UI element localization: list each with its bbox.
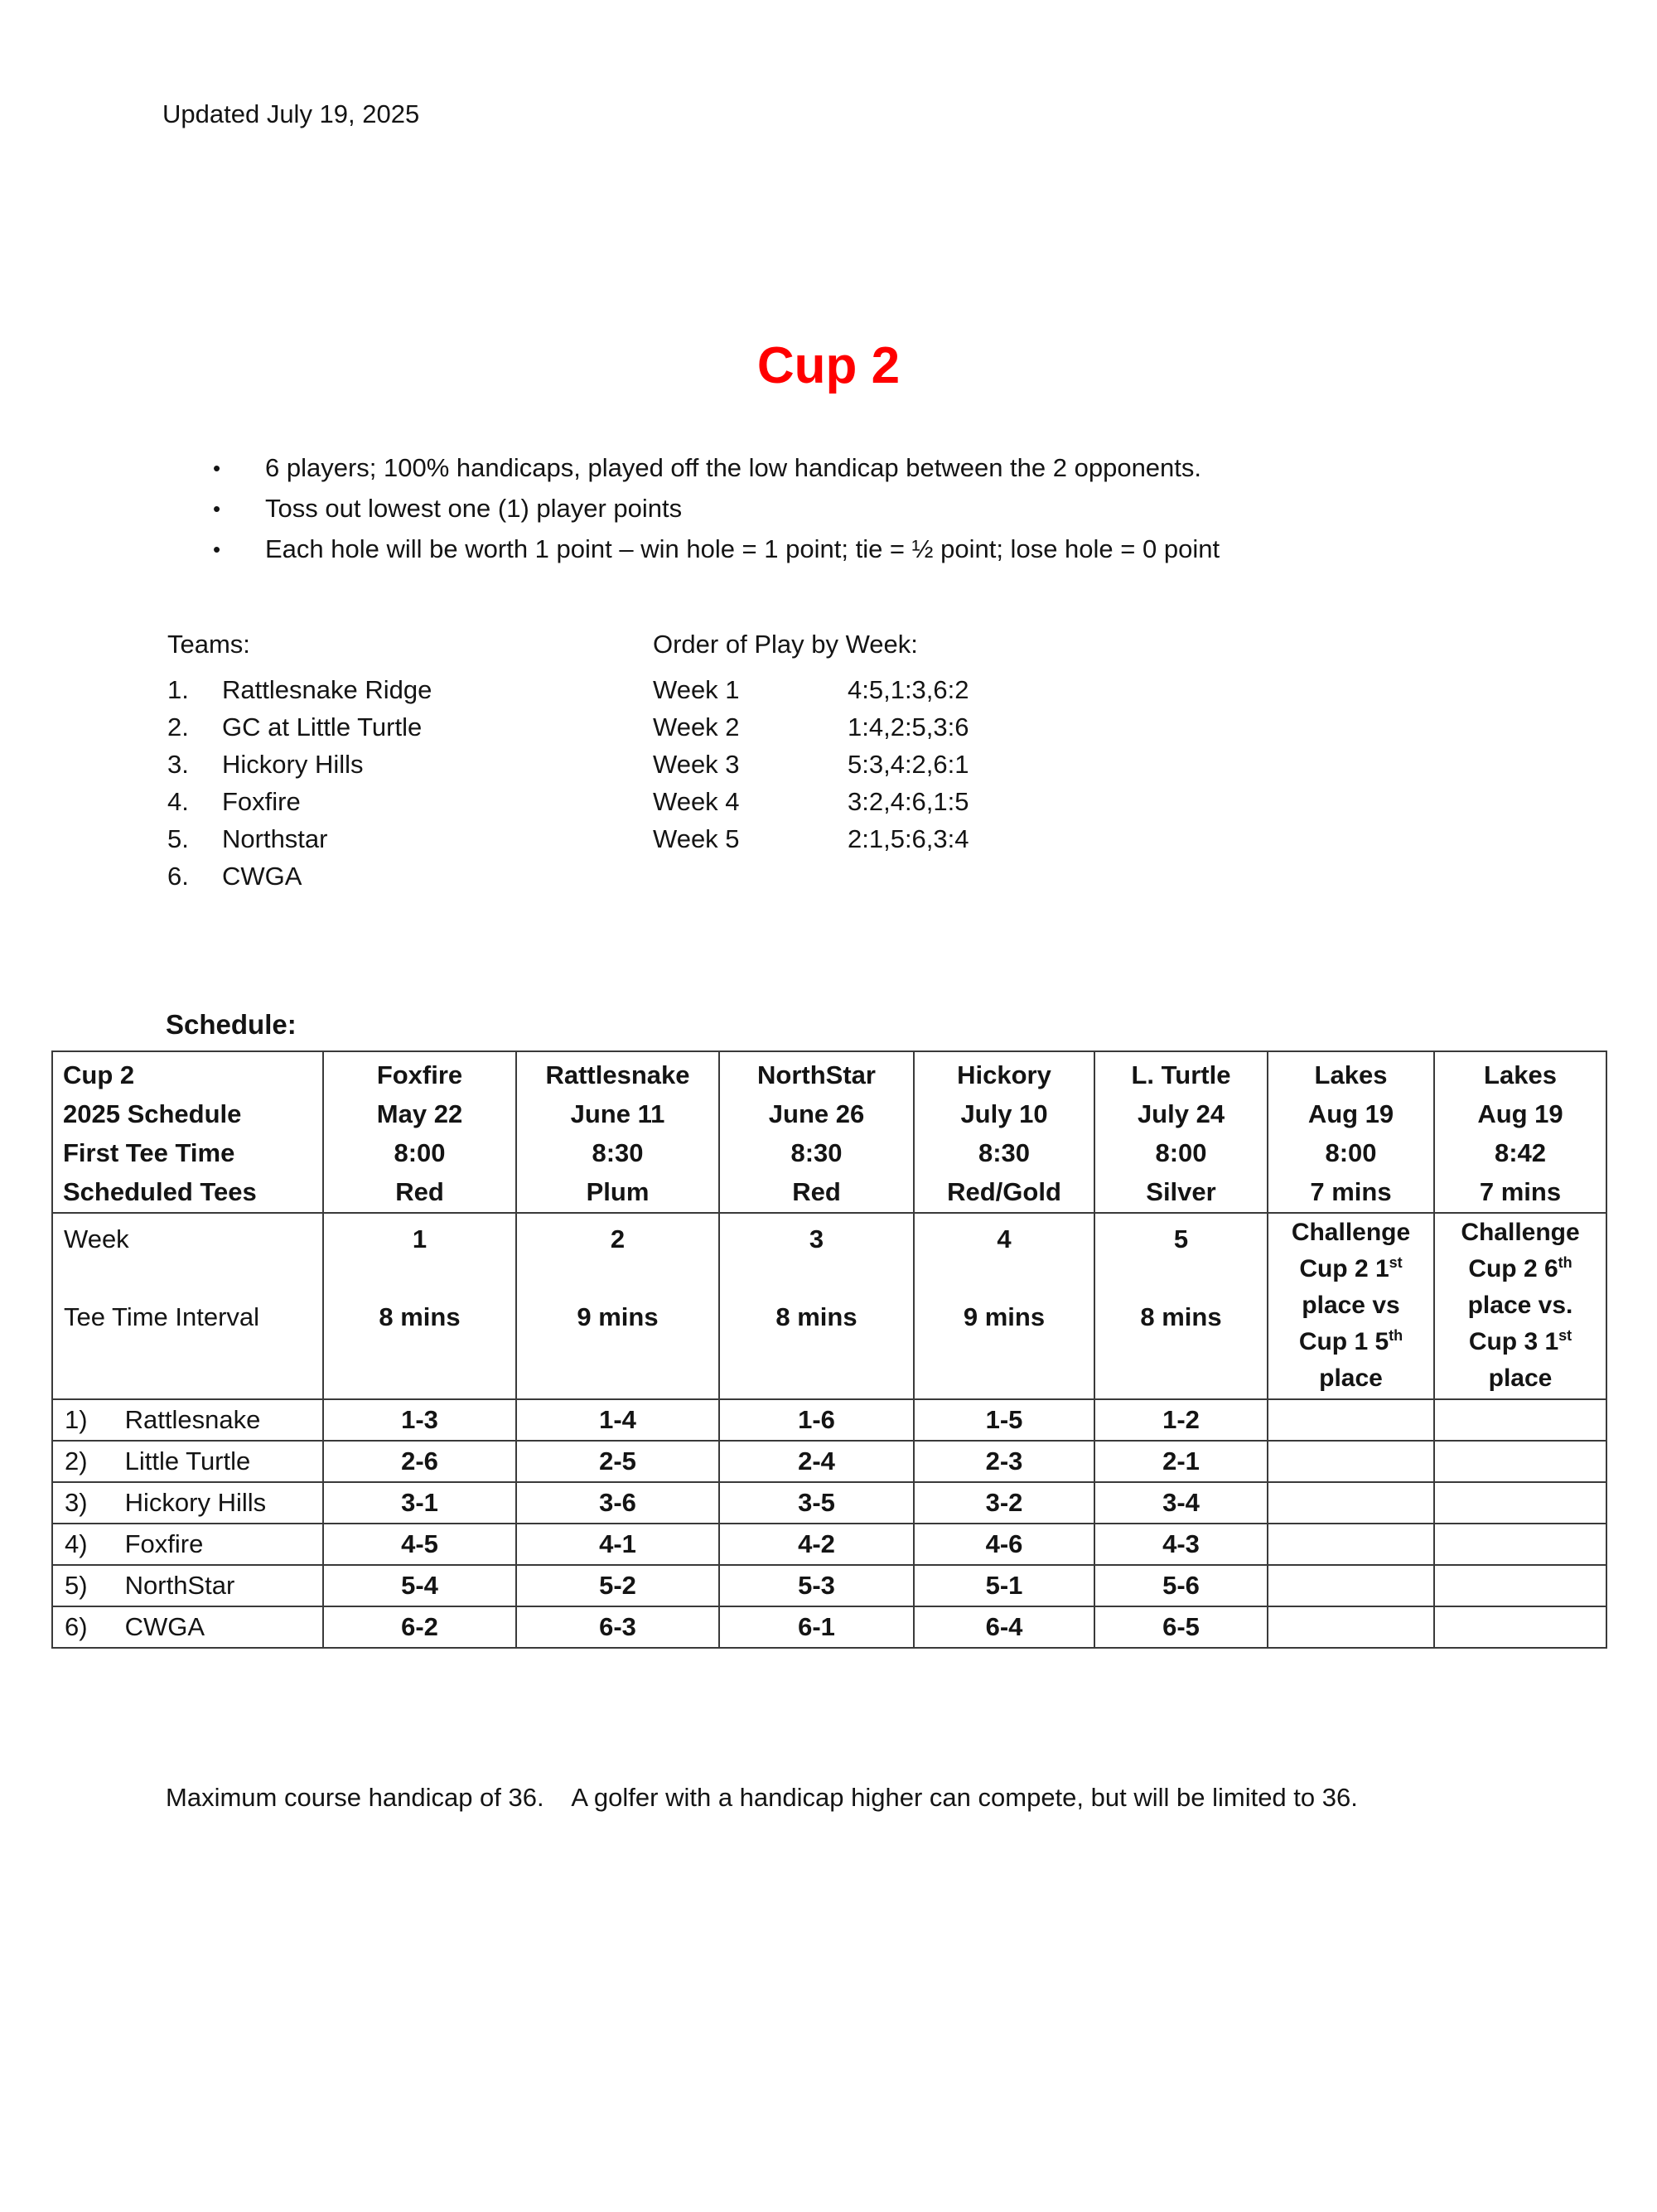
venue-date: June 11 — [570, 1099, 665, 1128]
team-name-cell — [52, 1606, 323, 1648]
order-week-label: Week 3 — [653, 750, 740, 779]
tee-interval: 8 mins — [775, 1302, 857, 1331]
match-cell: 1-5 — [914, 1399, 1094, 1441]
table-header-row — [52, 1051, 1606, 1213]
team-list-item — [167, 749, 432, 786]
match-row — [52, 1565, 1606, 1606]
venue-name: Foxfire — [376, 1060, 463, 1089]
venue-tees: Red — [792, 1177, 841, 1206]
venue-tees: Red/Gold — [947, 1177, 1061, 1206]
handicap-note: Maximum course handicap of 36. A golfer with a handicap higher can compete, but will be limited to 36. — [166, 1783, 1358, 1812]
venue-name: Lakes — [1314, 1060, 1388, 1089]
venue-time: 8:30 — [978, 1138, 1031, 1167]
team-name: Foxfire — [222, 787, 301, 816]
match-cell — [1434, 1441, 1606, 1482]
team-list-item — [167, 674, 432, 712]
team-name: Northstar — [222, 824, 328, 853]
team-row-number: 4) — [65, 1529, 88, 1558]
match-cell — [1434, 1482, 1606, 1524]
schedule-table — [51, 1050, 1607, 1649]
challenge-cell: Challenge Cup 2 1st place vs Cup 1 5th place — [1268, 1213, 1434, 1399]
venue-date: July 24 — [1137, 1099, 1225, 1128]
match-row — [52, 1441, 1606, 1482]
match-cell: 6-5 — [1094, 1606, 1268, 1648]
order-week-label: Week 5 — [653, 824, 740, 853]
match-cell: 2-5 — [516, 1441, 719, 1482]
team-row-number: 3) — [65, 1488, 88, 1517]
rule-item — [213, 455, 1220, 481]
rules-list — [213, 455, 1220, 577]
match-cell: 4-1 — [516, 1524, 719, 1565]
week-row-label: Week — [64, 1224, 129, 1253]
teams-heading: Teams: — [167, 630, 250, 659]
team-number: 4. — [167, 787, 189, 816]
venue-date: May 22 — [376, 1099, 463, 1128]
team-row-name: NorthStar — [124, 1571, 235, 1600]
match-cell: 1-3 — [323, 1399, 516, 1441]
team-list-item — [167, 712, 432, 749]
team-row-name: Hickory Hills — [124, 1488, 267, 1517]
order-of-play-list — [653, 674, 969, 861]
corner-line: Scheduled Tees — [63, 1177, 257, 1206]
match-cell: 1-2 — [1094, 1399, 1268, 1441]
week-number: 5 — [1173, 1224, 1189, 1253]
venue-time: 8:00 — [1325, 1138, 1377, 1167]
team-row-name: CWGA — [124, 1612, 205, 1641]
match-cell: 2-4 — [719, 1441, 914, 1482]
team-name-cell — [52, 1399, 323, 1441]
venue-date: Aug 19 — [1307, 1099, 1394, 1128]
match-cell: 4-5 — [323, 1524, 516, 1565]
venue-header-cell — [1094, 1051, 1268, 1213]
week-number-cell — [323, 1213, 516, 1399]
match-cell — [1434, 1606, 1606, 1648]
match-cell — [1268, 1606, 1434, 1648]
tee-interval: 8 mins — [379, 1302, 461, 1331]
team-row-name: Rattlesnake — [124, 1405, 261, 1434]
venue-name: NorthStar — [757, 1060, 876, 1089]
team-number: 3. — [167, 750, 189, 779]
week-number-cell — [516, 1213, 719, 1399]
week-number: 4 — [997, 1224, 1012, 1253]
rule-text: Toss out lowest one (1) player points — [265, 494, 683, 523]
match-cell — [1268, 1441, 1434, 1482]
order-week-label: Week 2 — [653, 712, 740, 741]
match-row — [52, 1606, 1606, 1648]
week-number-cell — [914, 1213, 1094, 1399]
match-row — [52, 1524, 1606, 1565]
venue-date: Aug 19 — [1477, 1099, 1563, 1128]
tee-interval: 8 mins — [1140, 1302, 1222, 1331]
venue-header-cell — [719, 1051, 914, 1213]
match-cell: 2-3 — [914, 1441, 1094, 1482]
match-cell — [1434, 1524, 1606, 1565]
team-name-cell — [52, 1482, 323, 1524]
venue-name: Rattlesnake — [545, 1060, 690, 1089]
venue-time: 8:00 — [1155, 1138, 1207, 1167]
venue-tees: Silver — [1146, 1177, 1216, 1206]
venue-time: 8:30 — [592, 1138, 644, 1167]
week-number: 3 — [809, 1224, 824, 1253]
match-cell: 3-5 — [719, 1482, 914, 1524]
match-cell: 4-3 — [1094, 1524, 1268, 1565]
team-name: Rattlesnake Ridge — [222, 675, 432, 704]
week-number: 1 — [412, 1224, 428, 1253]
match-cell: 3-1 — [323, 1482, 516, 1524]
match-cell: 5-3 — [719, 1565, 914, 1606]
venue-time: 8:30 — [790, 1138, 843, 1167]
venue-date: June 26 — [768, 1099, 865, 1128]
team-name: GC at Little Turtle — [222, 712, 423, 741]
team-row-number: 6) — [65, 1612, 88, 1641]
rule-text: 6 players; 100% handicaps, played off the low handicap between the 2 opponents. — [265, 453, 1202, 482]
match-cell: 5-1 — [914, 1565, 1094, 1606]
tee-interval: 9 mins — [963, 1302, 1046, 1331]
corner-line: 2025 Schedule — [63, 1099, 242, 1128]
venue-header-cell — [1434, 1051, 1606, 1213]
match-cell: 6-3 — [516, 1606, 719, 1648]
venue-tees: Red — [395, 1177, 444, 1206]
team-row-number: 5) — [65, 1571, 88, 1600]
venue-time: 8:42 — [1494, 1138, 1547, 1167]
tee-interval: 9 mins — [577, 1302, 659, 1331]
corner-cell — [52, 1051, 323, 1213]
venue-name: Hickory — [957, 1060, 1051, 1089]
venue-header-cell — [323, 1051, 516, 1213]
match-row — [52, 1482, 1606, 1524]
match-cell: 3-2 — [914, 1482, 1094, 1524]
team-list-item — [167, 823, 432, 861]
order-row — [653, 749, 969, 786]
venue-name: Lakes — [1484, 1060, 1557, 1089]
interval-row-label: Tee Time Interval — [64, 1302, 260, 1331]
corner-line: First Tee Time — [63, 1138, 235, 1167]
match-cell: 4-2 — [719, 1524, 914, 1565]
rule-item — [213, 536, 1220, 563]
venue-tees: Plum — [586, 1177, 650, 1206]
venue-name: L. Turtle — [1131, 1060, 1231, 1089]
team-number: 6. — [167, 862, 189, 891]
rule-item — [213, 495, 1220, 522]
match-cell: 3-6 — [516, 1482, 719, 1524]
team-number: 5. — [167, 824, 189, 853]
team-name-cell — [52, 1441, 323, 1482]
order-week-label: Week 1 — [653, 675, 740, 704]
week-number: 2 — [610, 1224, 626, 1253]
venue-date: July 10 — [960, 1099, 1048, 1128]
order-heading: Order of Play by Week: — [653, 630, 918, 659]
venue-header-cell — [1268, 1051, 1434, 1213]
match-cell: 4-6 — [914, 1524, 1094, 1565]
team-number: 2. — [167, 712, 189, 741]
match-cell: 2-6 — [323, 1441, 516, 1482]
schedule-heading: Schedule: — [166, 1009, 297, 1040]
teams-list — [167, 674, 432, 898]
order-pairings: 5:3,4:2,6:1 — [848, 750, 969, 779]
match-row — [52, 1399, 1606, 1441]
match-cell: 6-1 — [719, 1606, 914, 1648]
team-name-cell — [52, 1524, 323, 1565]
team-name: CWGA — [222, 862, 302, 891]
corner-line: Cup 2 — [63, 1060, 135, 1089]
week-interval-label-cell — [52, 1213, 323, 1399]
order-pairings: 3:2,4:6,1:5 — [848, 787, 969, 816]
venue-time: 8:00 — [394, 1138, 446, 1167]
match-cell — [1434, 1565, 1606, 1606]
week-number-cell — [1094, 1213, 1268, 1399]
match-cell: 1-6 — [719, 1399, 914, 1441]
page-title: Cup 2 — [756, 337, 901, 394]
week-interval-row — [52, 1213, 1606, 1399]
bullet-icon: • — [213, 456, 221, 481]
order-row — [653, 823, 969, 861]
match-cell: 6-4 — [914, 1606, 1094, 1648]
team-row-name: Foxfire — [124, 1529, 204, 1558]
challenge-cell: Challenge Cup 2 6th place vs. Cup 3 1st place — [1434, 1213, 1606, 1399]
match-cell: 5-4 — [323, 1565, 516, 1606]
order-pairings: 4:5,1:3,6:2 — [848, 675, 969, 704]
team-row-number: 2) — [65, 1446, 88, 1475]
team-list-item — [167, 786, 432, 823]
match-cell: 5-2 — [516, 1565, 719, 1606]
venue-header-cell — [516, 1051, 719, 1213]
match-cell — [1268, 1565, 1434, 1606]
order-pairings: 2:1,5:6,3:4 — [848, 824, 969, 853]
order-row — [653, 712, 969, 749]
bullet-icon: • — [213, 496, 221, 521]
team-row-number: 1) — [65, 1405, 88, 1434]
team-list-item — [167, 861, 432, 898]
match-cell — [1268, 1524, 1434, 1565]
order-row — [653, 674, 969, 712]
team-number: 1. — [167, 675, 189, 704]
bullet-icon: • — [213, 537, 221, 562]
rule-text: Each hole will be worth 1 point – win hole = 1 point; tie = ½ point; lose hole = 0 point — [265, 534, 1220, 563]
order-week-label: Week 4 — [653, 787, 740, 816]
venue-tees: 7 mins — [1479, 1177, 1562, 1206]
order-row — [653, 786, 969, 823]
venue-header-cell — [914, 1051, 1094, 1213]
order-pairings: 1:4,2:5,3:6 — [848, 712, 969, 741]
match-cell: 1-4 — [516, 1399, 719, 1441]
team-row-name: Little Turtle — [124, 1446, 251, 1475]
match-cell: 5-6 — [1094, 1565, 1268, 1606]
team-name-cell — [52, 1565, 323, 1606]
match-cell: 2-1 — [1094, 1441, 1268, 1482]
match-cell — [1268, 1482, 1434, 1524]
venue-tees: 7 mins — [1310, 1177, 1392, 1206]
match-cell — [1268, 1399, 1434, 1441]
team-name: Hickory Hills — [222, 750, 364, 779]
match-cell — [1434, 1399, 1606, 1441]
match-cell: 6-2 — [323, 1606, 516, 1648]
week-number-cell — [719, 1213, 914, 1399]
match-cell: 3-4 — [1094, 1482, 1268, 1524]
updated-note: Updated July 19, 2025 — [162, 99, 420, 128]
